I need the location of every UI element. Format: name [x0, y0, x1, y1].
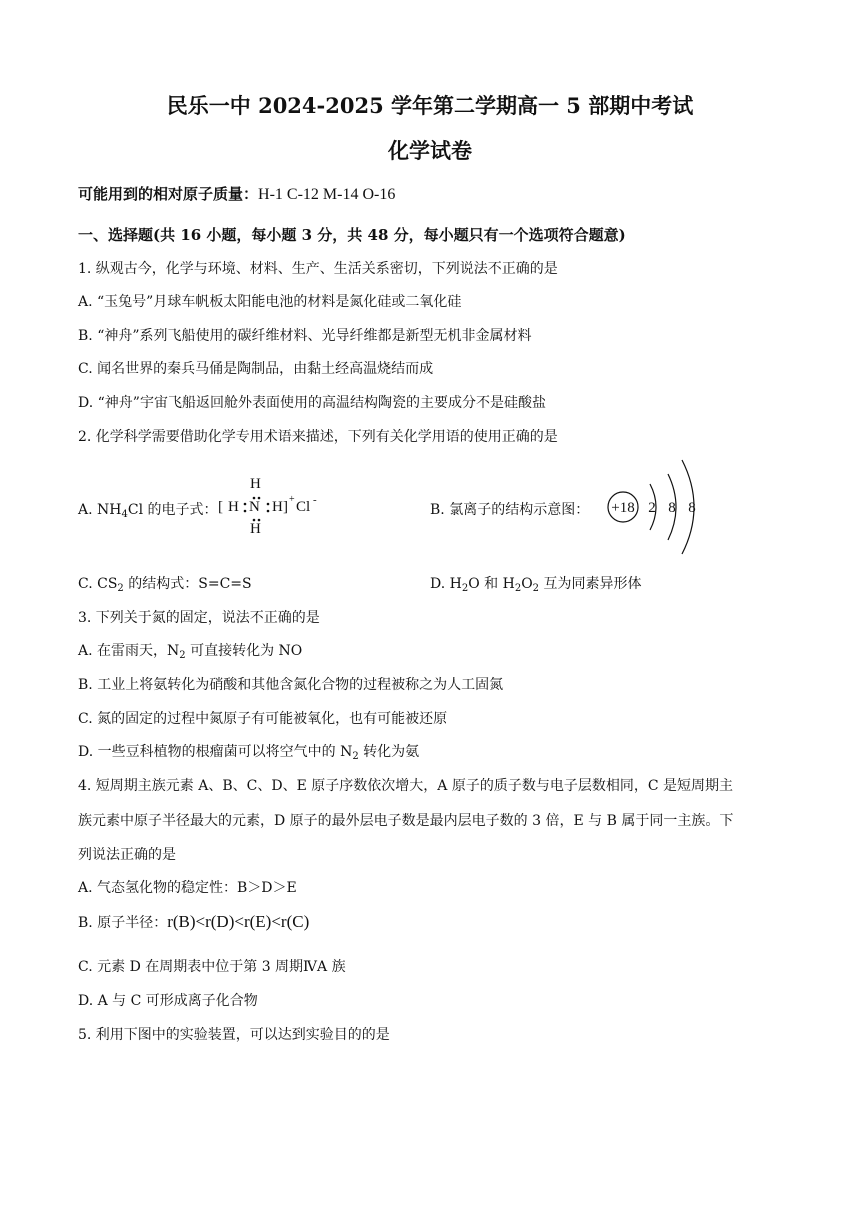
q2-d-prefix: D. H	[430, 576, 462, 592]
q5-stem: 5. 利用下图中的实验装置，可以达到实验目的的是	[78, 1027, 390, 1043]
section-heading: 一、选择题(共 16 小题，每小题 3 分，共 48 分，每小题只有一个选项符合题意)	[78, 226, 626, 244]
q3-option-d	[78, 741, 419, 762]
q1-stem: 1. 纵观古今，化学与环境、材料、生产、生活关系密切，下列说法不正确的是	[78, 261, 558, 277]
atomic-mass-line	[78, 183, 395, 204]
q3-a-subscript: 2	[179, 650, 186, 661]
q3-option-c: C. 氮的固定的过程中氮原子有可能被氧化，也有可能被还原	[78, 711, 448, 727]
nh4cl-electron-formula	[218, 474, 328, 540]
q4-b-prefix: B. 原子半径：	[78, 915, 168, 931]
q1-option-b: B. “神舟”系列飞船使用的碳纤维材料、光导纤维都是新型无机非金属材料	[78, 328, 532, 344]
lewis-electron-dots	[218, 474, 328, 540]
shell-3-count: 8	[688, 500, 696, 516]
q2-c-prefix: C. CS	[78, 576, 118, 592]
q3-d-subscript: 2	[352, 751, 359, 762]
q2-d-sub3: 2	[532, 583, 540, 594]
q2-c-suffix: 的结构式：S=C=S	[123, 576, 252, 592]
q2-stem: 2. 化学科学需要借助化学专用术语来描述，下列有关化学用语的使用正确的是	[78, 429, 558, 445]
q2-a-subscript: 4	[121, 509, 128, 520]
q4-stem-line-2: 族元素中原子半径最大的元素，D 原子的最外层电子数是最内层电子数的 3 倍，E 与 B 属于同一主族。下	[78, 813, 734, 829]
q4-stem-line-1: 4. 短周期主族元素 A、B、C、D、E 原子序数依次增大，A 原子的质子数与电子层数相同，C 是短周期主	[78, 778, 733, 794]
q2-option-a	[78, 499, 218, 520]
q1-option-c: C. 闻名世界的秦兵马俑是陶制品，由黏土经高温烧结而成	[78, 361, 434, 377]
lewis-h-top: H	[250, 476, 261, 492]
shell-1-count: 2	[648, 500, 656, 516]
q2-c-subscript: 2	[117, 583, 124, 594]
q3-d-prefix: D. 一些豆科植物的根瘤菌可以将空气中的 N	[78, 744, 353, 760]
q2-option-b: B. 氯离子的结构示意图：	[430, 502, 590, 518]
q4-option-d: D. A 与 C 可形成离子化合物	[78, 993, 258, 1009]
q1-option-d: D. “神舟”宇宙飞船返回舱外表面使用的高温结构陶瓷的主要成分不是硅酸盐	[78, 395, 546, 411]
atomic-mass-values: H-1 C-12 M-14 O-16	[258, 186, 396, 203]
shell-2-count: 8	[668, 500, 676, 516]
q3-option-a	[78, 640, 302, 661]
exam-subtitle: 化学试卷	[388, 138, 472, 163]
q2-d-mid2: O	[521, 576, 533, 592]
exam-title: 民乐一中 2024-2025 学年第二学期高一 5 部期中考试	[166, 93, 694, 118]
lewis-plus-charge: +	[289, 494, 295, 505]
lewis-h-right: H	[272, 499, 283, 515]
lewis-bracket-close: ]	[283, 499, 288, 515]
q2-d-sub2: 2	[514, 583, 522, 594]
q2-d-sub1: 2	[461, 583, 469, 594]
lewis-h-bottom: H	[250, 521, 261, 537]
q2-d-suffix: 互为同素异形体	[539, 576, 642, 592]
q3-stem: 3. 下列关于氮的固定，说法不正确的是	[78, 610, 320, 626]
q4-option-b	[78, 912, 309, 932]
lewis-cl: Cl	[296, 499, 311, 515]
lewis-h-left: H	[228, 499, 239, 515]
q4-stem-line-3: 列说法正确的是	[78, 847, 176, 863]
nucleus-charge: +18	[611, 500, 635, 516]
q3-a-prefix: A. 在雷雨天，N	[78, 643, 180, 659]
q3-d-suffix: 转化为氨	[358, 744, 420, 760]
q4-option-c: C. 元素 D 在周期表中位于第 3 周期ⅣA 族	[78, 959, 346, 975]
q4-b-formula: r(B)<r(D)<r(E)<r(C)	[167, 912, 310, 931]
lewis-minus-charge: -	[313, 494, 317, 506]
lewis-bracket-open: [	[218, 499, 223, 515]
q2-option-d	[430, 573, 642, 594]
chloride-ion-diagram	[606, 454, 706, 564]
q1-option-a: A. “玉兔号”月球车帆板太阳能电池的材料是氮化硅或二氧化硅	[78, 294, 462, 310]
q2-option-c	[78, 573, 252, 594]
q4-option-a: A. 气态氢化物的稳定性：B＞D＞E	[78, 880, 297, 896]
q2-a-prefix: A. NH	[78, 502, 122, 518]
lewis-n: N	[249, 499, 260, 515]
q2-a-suffix: Cl 的电子式：	[127, 502, 218, 518]
q2-d-mid: O 和 H	[468, 576, 515, 592]
q3-a-suffix: 可直接转化为 NO	[185, 643, 303, 659]
atomic-mass-label: 可能用到的相对原子质量：	[78, 185, 259, 203]
q3-option-b: B. 工业上将氨转化为硝酸和其他含氮化合物的过程被称之为人工固氮	[78, 677, 504, 693]
